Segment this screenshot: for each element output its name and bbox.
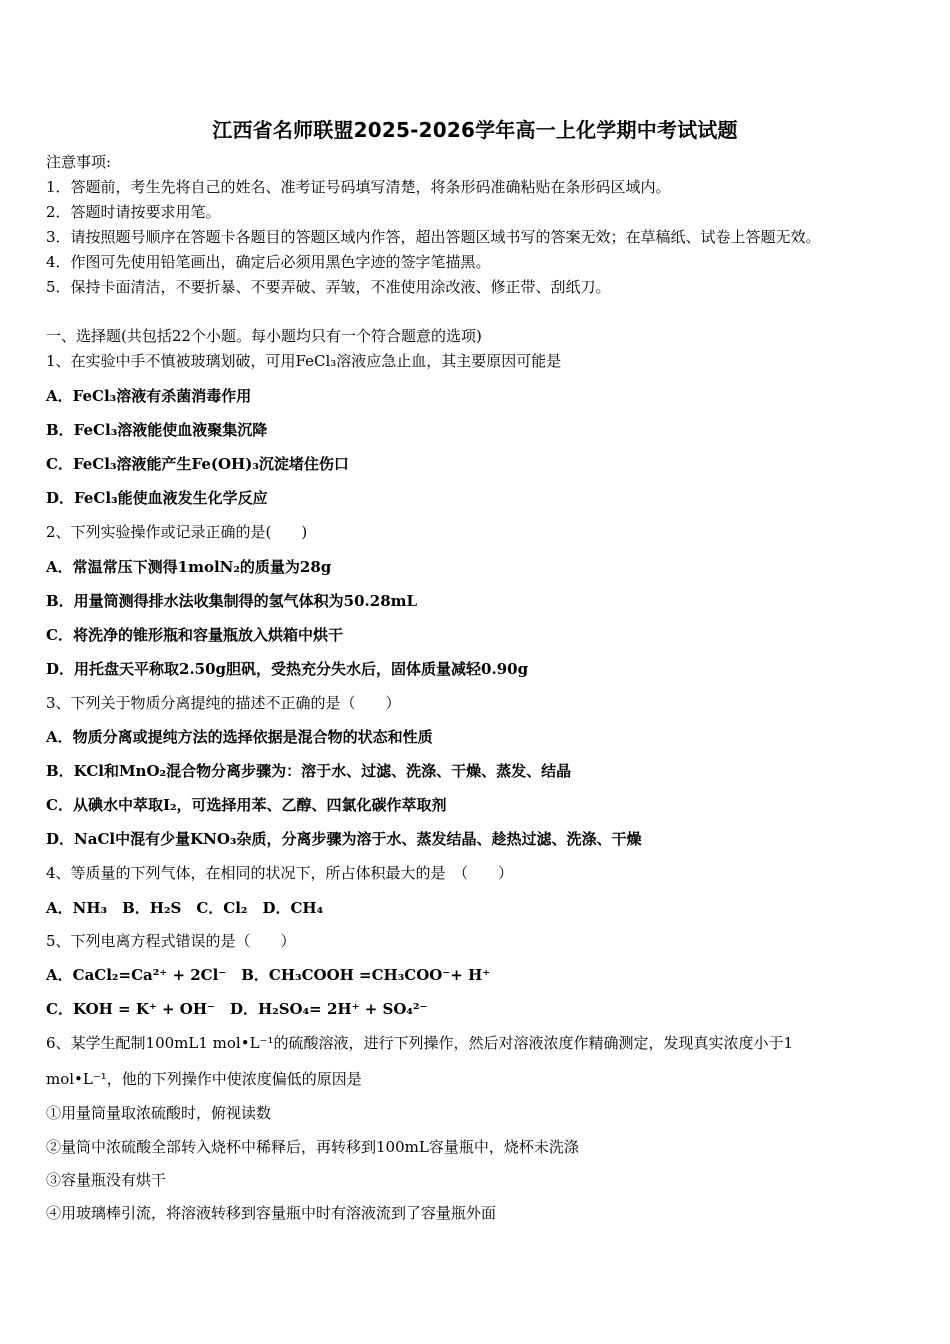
- option: D．用托盘天平称取2.50g胆矾，受热充分失水后，固体质量减轻0.90g: [46, 660, 529, 678]
- question-stem: 5、下列电离方程式错误的是（ ）: [46, 932, 296, 950]
- question-stem: 2、下列实验操作或记录正确的是( ): [46, 523, 308, 541]
- notice-item: 3．请按照题号顺序在答题卡各题目的答题区域内作答，超出答题区域书写的答案无效；在草稿纸、试卷上答题无效。: [46, 228, 821, 246]
- option: C．将洗净的锥形瓶和容量瓶放入烘箱中烘干: [46, 626, 343, 644]
- list-item: ③容量瓶没有烘干: [46, 1171, 167, 1189]
- section-heading: 一、选择题(共包括22个小题。每小题均只有一个符合题意的选项): [46, 327, 482, 345]
- list-item: ②量筒中浓硫酸全部转入烧杯中稀释后，再转移到100mL容量瓶中，烧杯未洗涤: [46, 1138, 579, 1156]
- option: A．常温常压下测得1molN₂的质量为28g: [46, 558, 332, 576]
- question-stem-cont: mol•L⁻¹，他的下列操作中使浓度偏低的原因是: [46, 1070, 362, 1088]
- option: D．FeCl₃能使血液发生化学反应: [46, 489, 268, 507]
- notice-item: 2．答题时请按要求用笔。: [46, 203, 221, 221]
- option: B．用量筒测得排水法收集制得的氢气体积为50.28mL: [46, 592, 418, 610]
- list-item: ①用量筒量取浓硫酸时，俯视读数: [46, 1104, 272, 1122]
- options-inline: C．KOH = K⁺ + OH⁻ D．H₂SO₄= 2H⁺ + SO₄²⁻: [46, 1000, 428, 1018]
- notice-item: 4．作图可先使用铅笔画出，确定后必须用黑色字迹的签字笔描黑。: [46, 253, 491, 271]
- question-stem: 1、在实验中手不慎被玻璃划破，可用FeCl₃溶液应急止血，其主要原因可能是: [46, 352, 562, 370]
- question-stem: 6、某学生配制100mL1 mol•L⁻¹的硫酸溶液，进行下列操作，然后对溶液浓度作精确测定，发现真实浓度小于1: [46, 1034, 794, 1052]
- question-stem: 4、等质量的下列气体，在相同的状况下，所占体积最大的是 （ ）: [46, 864, 514, 882]
- option: B．KCl和MnO₂混合物分离步骤为：溶于水、过滤、洗涤、干燥、蒸发、结晶: [46, 762, 572, 780]
- option: A．物质分离或提纯方法的选择依据是混合物的状态和性质: [46, 728, 433, 746]
- notice-item: 1．答题前，考生先将自己的姓名、准考证号码填写清楚，将条形码准确粘贴在条形码区域内。: [46, 178, 671, 196]
- notice-item: 5．保持卡面清洁，不要折暴、不要弄破、弄皱，不准使用涂改液、修正带、刮纸刀。: [46, 278, 611, 296]
- notice-heading: 注意事项:: [46, 153, 112, 171]
- option: D．NaCl中混有少量KNO₃杂质，分离步骤为溶于水、蒸发结晶、趁热过滤、洗涤、干燥: [46, 830, 642, 848]
- option: A．FeCl₃溶液有杀菌消毒作用: [46, 387, 252, 405]
- options-inline: A．NH₃ B．H₂S C．Cl₂ D．CH₄: [46, 899, 324, 917]
- question-stem: 3、下列关于物质分离提纯的描述不正确的是（ ）: [46, 694, 401, 712]
- page-title: 江西省名师联盟2025-2026学年高一上化学期中考试试题: [212, 118, 738, 142]
- option: C．从碘水中萃取I₂，可选择用苯、乙醇、四氯化碳作萃取剂: [46, 796, 447, 814]
- option: B．FeCl₃溶液能使血液聚集沉降: [46, 421, 268, 439]
- option: C．FeCl₃溶液能产生Fe(OH)₃沉淀堵住伤口: [46, 455, 349, 473]
- options-inline: A．CaCl₂=Ca²⁺ + 2Cl⁻ B．CH₃COOH =CH₃COO⁻+ H⁺: [46, 966, 491, 984]
- list-item: ④用玻璃棒引流，将溶液转移到容量瓶中时有溶液流到了容量瓶外面: [46, 1204, 497, 1222]
